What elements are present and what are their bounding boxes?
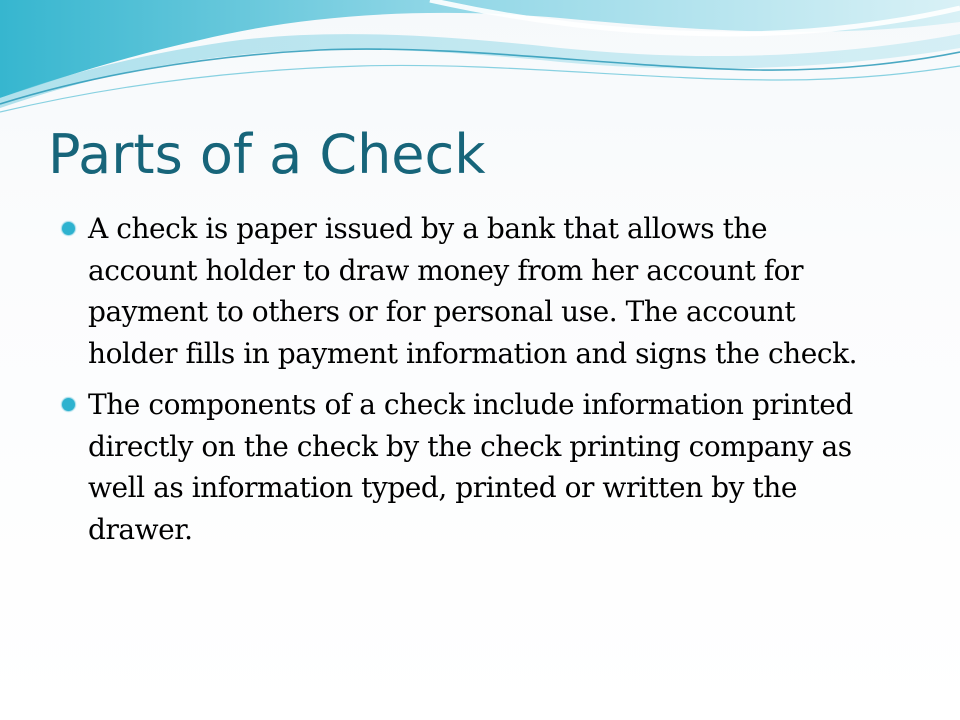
bullet-dot-icon bbox=[62, 222, 75, 235]
bullet-item bbox=[88, 208, 880, 374]
header-swoosh-decoration bbox=[0, 0, 960, 120]
bullet-text: The components of a check include information printed directly on the check by the check printing company as well as information typed, printed or written by the drawer. bbox=[88, 388, 853, 546]
bullet-item bbox=[88, 384, 880, 550]
bullet-list bbox=[88, 208, 880, 560]
bullet-text: A check is paper issued by a bank that allows the account holder to draw money from her account for payment to others or for personal use. The account holder fills in payment information and signs the check. bbox=[88, 212, 858, 370]
bullet-dot-icon bbox=[62, 398, 75, 411]
slide-title: Parts of a Check bbox=[48, 123, 486, 186]
